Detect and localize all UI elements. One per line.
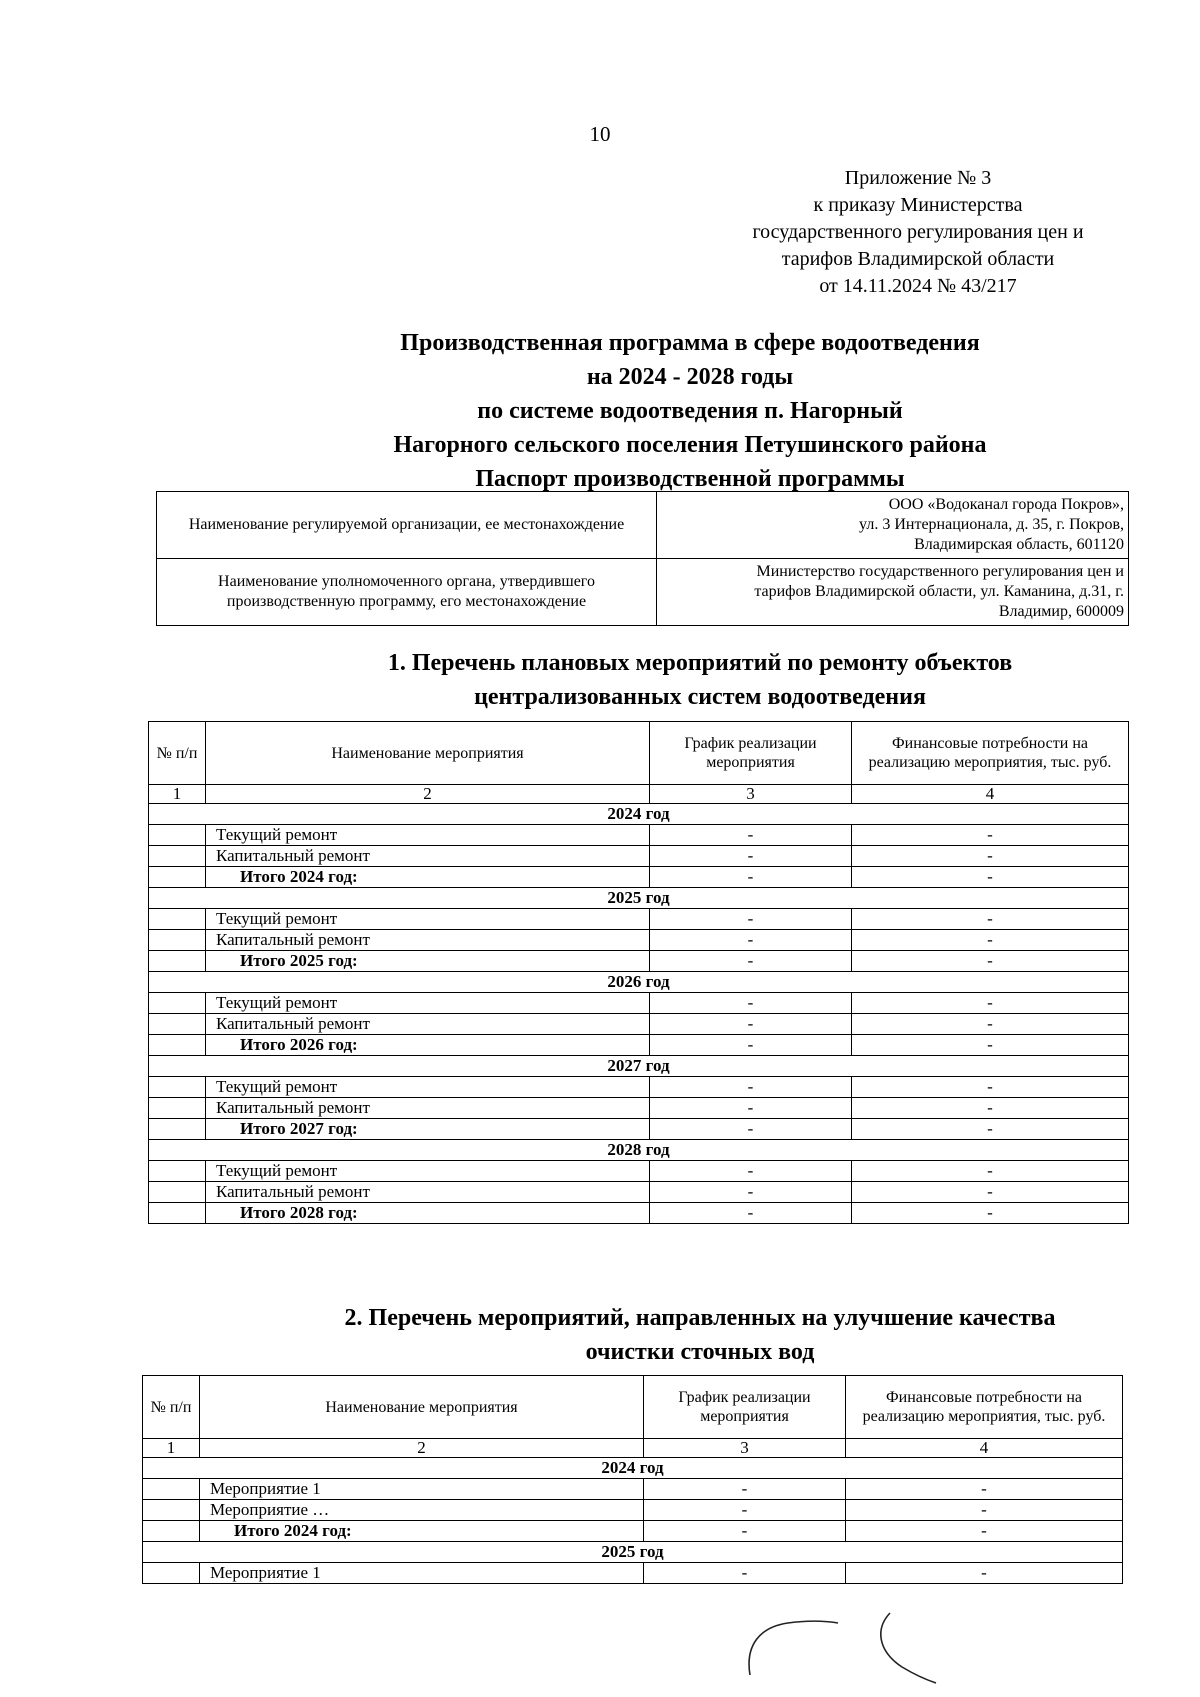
passport-value-line: Владимир, 600009 xyxy=(998,603,1124,620)
row-number xyxy=(149,930,206,951)
total-label: Итого 2024 год: xyxy=(206,867,650,888)
title-line: на 2024 - 2028 годы xyxy=(586,364,794,390)
schedule-value: - xyxy=(650,993,852,1014)
table-row xyxy=(149,1014,1129,1035)
row-number xyxy=(149,1077,206,1098)
passport-label: Наименование уполномоченного органа, утвердившего производственную программу, его местонахождение xyxy=(157,559,657,626)
table-header-row xyxy=(149,722,1129,785)
column-header: № п/п xyxy=(143,1376,200,1439)
appendix-line: от 14.11.2024 № 43/217 xyxy=(819,275,1017,297)
year-label: 2025 год xyxy=(143,1542,1123,1563)
year-row xyxy=(149,1140,1129,1161)
measure-name: Мероприятие … xyxy=(200,1500,644,1521)
table-row xyxy=(149,846,1129,867)
row-number xyxy=(149,1119,206,1140)
row-number xyxy=(143,1563,200,1584)
table-row xyxy=(149,909,1129,930)
column-number: 1 xyxy=(149,785,206,804)
schedule-value: - xyxy=(650,825,852,846)
finance-value: - xyxy=(852,1182,1129,1203)
section-title-line: 1. Перечень плановых мероприятий по ремонту объектов xyxy=(387,650,1013,676)
finance-value: - xyxy=(852,1077,1129,1098)
schedule-value: - xyxy=(650,1098,852,1119)
title-line: Нагорного сельского поселения Петушинского района xyxy=(393,432,987,458)
row-number xyxy=(149,1035,206,1056)
finance-value: - xyxy=(852,1203,1129,1224)
appendix-reference xyxy=(718,165,1118,300)
passport-label: Наименование регулируемой организации, ее местонахождение xyxy=(157,492,657,559)
passport-value-line: ООО «Водоканал города Покров», xyxy=(888,496,1124,513)
passport-value-line: ул. 3 Интернационала, д. 35, г. Покров, xyxy=(859,516,1124,533)
schedule-value: - xyxy=(644,1479,846,1500)
finance-value: - xyxy=(852,867,1129,888)
year-row xyxy=(143,1542,1123,1563)
total-row xyxy=(149,867,1129,888)
schedule-value: - xyxy=(644,1500,846,1521)
column-number: 1 xyxy=(143,1439,200,1458)
row-number xyxy=(143,1479,200,1500)
passport-value-line: Владимирская область, 601120 xyxy=(914,536,1124,553)
measure-name: Капитальный ремонт xyxy=(206,1014,650,1035)
schedule-value: - xyxy=(650,1077,852,1098)
passport-value xyxy=(657,559,1129,626)
section-title-line: централизованных систем водоотведения xyxy=(474,684,926,710)
year-label: 2024 год xyxy=(149,804,1129,825)
finance-value: - xyxy=(852,993,1129,1014)
year-label: 2026 год xyxy=(149,972,1129,993)
schedule-value: - xyxy=(650,1161,852,1182)
finance-value: - xyxy=(852,1014,1129,1035)
column-number: 2 xyxy=(206,785,650,804)
total-row xyxy=(149,1035,1129,1056)
column-number-row xyxy=(143,1439,1123,1458)
row-number xyxy=(149,1098,206,1119)
finance-value: - xyxy=(852,1035,1129,1056)
finance-value: - xyxy=(852,1161,1129,1182)
finance-value: - xyxy=(852,825,1129,846)
document-title xyxy=(190,326,1190,496)
finance-value: - xyxy=(852,1098,1129,1119)
appendix-line: к приказу Министерства xyxy=(813,194,1023,216)
appendix-line: государственного регулирования цен и xyxy=(752,221,1084,243)
page-number: 10 xyxy=(589,122,611,146)
measure-name: Капитальный ремонт xyxy=(206,930,650,951)
table-row xyxy=(149,993,1129,1014)
total-label: Итого 2028 год: xyxy=(206,1203,650,1224)
passport-row xyxy=(157,559,1129,626)
year-row xyxy=(149,888,1129,909)
appendix-line: тарифов Владимирской области xyxy=(781,248,1055,270)
title-line: Паспорт производственной программы xyxy=(475,466,905,492)
column-header: Финансовые потребности на реализацию мероприятия, тыс. руб. xyxy=(846,1376,1123,1439)
finance-value: - xyxy=(846,1563,1123,1584)
measure-name: Текущий ремонт xyxy=(206,909,650,930)
measure-name: Текущий ремонт xyxy=(206,825,650,846)
passport-table xyxy=(156,491,1129,626)
column-header: Наименование мероприятия xyxy=(206,722,650,785)
measure-name: Текущий ремонт xyxy=(206,1077,650,1098)
schedule-value: - xyxy=(650,1182,852,1203)
row-number xyxy=(149,846,206,867)
table-row xyxy=(143,1500,1123,1521)
column-header: График реализации мероприятия xyxy=(644,1376,846,1439)
total-row xyxy=(149,1203,1129,1224)
measure-name: Капитальный ремонт xyxy=(206,846,650,867)
row-number xyxy=(149,993,206,1014)
finance-value: - xyxy=(852,951,1129,972)
table-row xyxy=(149,1182,1129,1203)
section-1-title xyxy=(200,646,1200,714)
column-header: Финансовые потребности на реализацию мероприятия, тыс. руб. xyxy=(852,722,1129,785)
total-row xyxy=(149,1119,1129,1140)
passport-row xyxy=(157,492,1129,559)
measure-name: Текущий ремонт xyxy=(206,1161,650,1182)
schedule-value: - xyxy=(650,909,852,930)
total-row xyxy=(149,951,1129,972)
finance-value: - xyxy=(846,1479,1123,1500)
column-header: № п/п xyxy=(149,722,206,785)
section-2-title xyxy=(200,1301,1200,1369)
passport-value xyxy=(657,492,1129,559)
row-number xyxy=(149,1014,206,1035)
schedule-value: - xyxy=(650,930,852,951)
section-title-line: 2. Перечень мероприятий, направленных на улучшение качества xyxy=(344,1305,1056,1331)
finance-value: - xyxy=(852,846,1129,867)
column-header: График реализации мероприятия xyxy=(650,722,852,785)
table-row xyxy=(149,1161,1129,1182)
row-number xyxy=(149,867,206,888)
appendix-line: Приложение № 3 xyxy=(844,167,992,189)
column-number: 2 xyxy=(200,1439,644,1458)
row-number xyxy=(149,951,206,972)
title-line: Производственная программа в сфере водоотведения xyxy=(400,330,980,356)
measure-name: Капитальный ремонт xyxy=(206,1098,650,1119)
quality-measures-table xyxy=(142,1375,1123,1584)
year-label: 2027 год xyxy=(149,1056,1129,1077)
finance-value: - xyxy=(852,1119,1129,1140)
year-label: 2024 год xyxy=(143,1458,1123,1479)
year-row xyxy=(143,1458,1123,1479)
measure-name: Мероприятие 1 xyxy=(200,1479,644,1500)
column-number-row xyxy=(149,785,1129,804)
total-label: Итого 2025 год: xyxy=(206,951,650,972)
repair-plan-table xyxy=(148,721,1129,1224)
schedule-value: - xyxy=(650,846,852,867)
total-row xyxy=(143,1521,1123,1542)
row-number xyxy=(149,825,206,846)
finance-value: - xyxy=(852,930,1129,951)
total-label: Итого 2026 год: xyxy=(206,1035,650,1056)
year-row xyxy=(149,972,1129,993)
passport-value-line: Министерство государственного регулирования цен и xyxy=(756,563,1124,580)
column-number: 4 xyxy=(846,1439,1123,1458)
finance-value: - xyxy=(846,1521,1123,1542)
schedule-value: - xyxy=(650,1035,852,1056)
table-row xyxy=(149,1077,1129,1098)
row-number xyxy=(149,1203,206,1224)
passport-value-line: тарифов Владимирской области, ул. Каманина, д.31, г. xyxy=(754,583,1124,600)
year-row xyxy=(149,1056,1129,1077)
row-number xyxy=(149,1182,206,1203)
row-number xyxy=(143,1500,200,1521)
schedule-value: - xyxy=(650,1203,852,1224)
section-title-line: очистки сточных вод xyxy=(585,1339,815,1365)
schedule-value: - xyxy=(650,1119,852,1140)
table-header-row xyxy=(143,1376,1123,1439)
title-line: по системе водоотведения п. Нагорный xyxy=(477,398,903,424)
schedule-value: - xyxy=(650,1014,852,1035)
schedule-value: - xyxy=(644,1563,846,1584)
total-label: Итого 2024 год: xyxy=(200,1521,644,1542)
column-header: Наименование мероприятия xyxy=(200,1376,644,1439)
column-number: 4 xyxy=(852,785,1129,804)
schedule-value: - xyxy=(644,1521,846,1542)
table-row xyxy=(149,930,1129,951)
table-row xyxy=(143,1563,1123,1584)
column-number: 3 xyxy=(650,785,852,804)
measure-name: Мероприятие 1 xyxy=(200,1563,644,1584)
finance-value: - xyxy=(846,1500,1123,1521)
row-number xyxy=(149,909,206,930)
year-label: 2028 год xyxy=(149,1140,1129,1161)
row-number xyxy=(149,1161,206,1182)
signature-mark xyxy=(740,1605,960,1685)
year-row xyxy=(149,804,1129,825)
table-row xyxy=(149,825,1129,846)
schedule-value: - xyxy=(650,951,852,972)
table-row xyxy=(143,1479,1123,1500)
total-label: Итого 2027 год: xyxy=(206,1119,650,1140)
schedule-value: - xyxy=(650,867,852,888)
table-row xyxy=(149,1098,1129,1119)
measure-name: Текущий ремонт xyxy=(206,993,650,1014)
year-label: 2025 год xyxy=(149,888,1129,909)
finance-value: - xyxy=(852,909,1129,930)
column-number: 3 xyxy=(644,1439,846,1458)
measure-name: Капитальный ремонт xyxy=(206,1182,650,1203)
row-number xyxy=(143,1521,200,1542)
